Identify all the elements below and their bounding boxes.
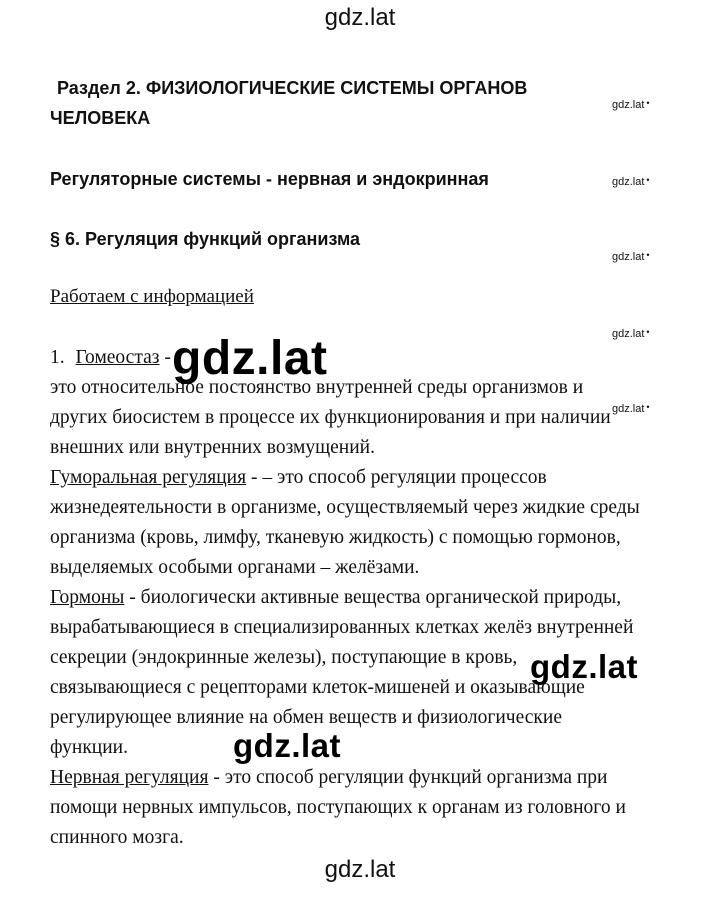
watermark-small: gdz.lat • [612, 327, 650, 340]
watermark-small: gdz.lat • [612, 98, 650, 111]
humoral-heading [50, 467, 547, 489]
watermark-small: gdz.lat • [612, 402, 650, 415]
nervous-line: спинного мозга. [50, 827, 184, 848]
homeostasis-term: Гомеостаз [75, 347, 160, 368]
nervous-heading [50, 767, 607, 789]
section-title-line1: Раздел 2. ФИЗИОЛОГИЧЕСКИЕ СИСТЕМЫ ОРГАНОВ [57, 78, 528, 98]
humoral-line: организма (кровь, лимфу, тканевую жидкость) с помощью гормонов, [50, 527, 621, 548]
hormones-first-line: - биологически активные вещества органической природы, [124, 587, 622, 608]
homeostasis-dash: - [164, 347, 171, 368]
hormones-heading [50, 587, 621, 609]
watermark-small: gdz.lat • [612, 175, 650, 188]
nervous-first-line: - это способ регуляции функций организма при [208, 767, 608, 788]
hormones-line: регулирующее влияние на обмен веществ и физиологические [50, 707, 562, 728]
humoral-line: выделяемых особыми органами – желёзами. [50, 557, 420, 578]
watermark-small: gdz.lat • [612, 250, 650, 263]
section-title-line2: ЧЕЛОВЕКА [50, 108, 151, 128]
homeostasis-heading [50, 347, 171, 369]
homeostasis-line: других биосистем в процессе их функционирования и при наличии [50, 407, 611, 428]
homeostasis-line: это относительное постоянство внутренней среды организмов и [50, 377, 584, 398]
item-number: 1. [50, 347, 65, 368]
watermark-top: gdz.lat [324, 4, 396, 31]
hormones-line: связывающиеся с рецепторами клеток-мишеней и оказывающие [50, 677, 585, 698]
hormones-line: вырабатывающиеся в специализированных клетках желёз внутренней [50, 617, 634, 638]
subsection-title: Регуляторные системы - нервная и эндокринная [50, 169, 489, 189]
paragraph-title: § 6. Регуляция функций организма [50, 229, 361, 249]
humoral-line: жизнедеятельности в организме, осуществляемый через жидкие среды [50, 497, 640, 518]
humoral-first-line: - – это способ регуляции процессов [246, 467, 547, 488]
nervous-line: помощи нервных импульсов, поступающих к органам из головного и [50, 797, 626, 818]
watermark-bottom: gdz.lat [324, 856, 396, 883]
hormones-line: функции. [50, 737, 128, 758]
hormones-term: Гормоны [50, 587, 125, 608]
watermark-large: gdz.lat [530, 648, 638, 685]
hormones-line: секреции (эндокринные железы), поступающие в кровь, [50, 647, 518, 668]
nervous-term: Нервная регуляция [50, 767, 209, 788]
work-label: Работаем с информацией [50, 286, 254, 307]
homeostasis-line: внешних или внутренних возмущений. [50, 437, 375, 458]
humoral-term: Гуморальная регуляция [50, 467, 247, 488]
watermark-large: gdz.lat [233, 727, 341, 764]
watermark-large: gdz.lat [172, 332, 328, 385]
